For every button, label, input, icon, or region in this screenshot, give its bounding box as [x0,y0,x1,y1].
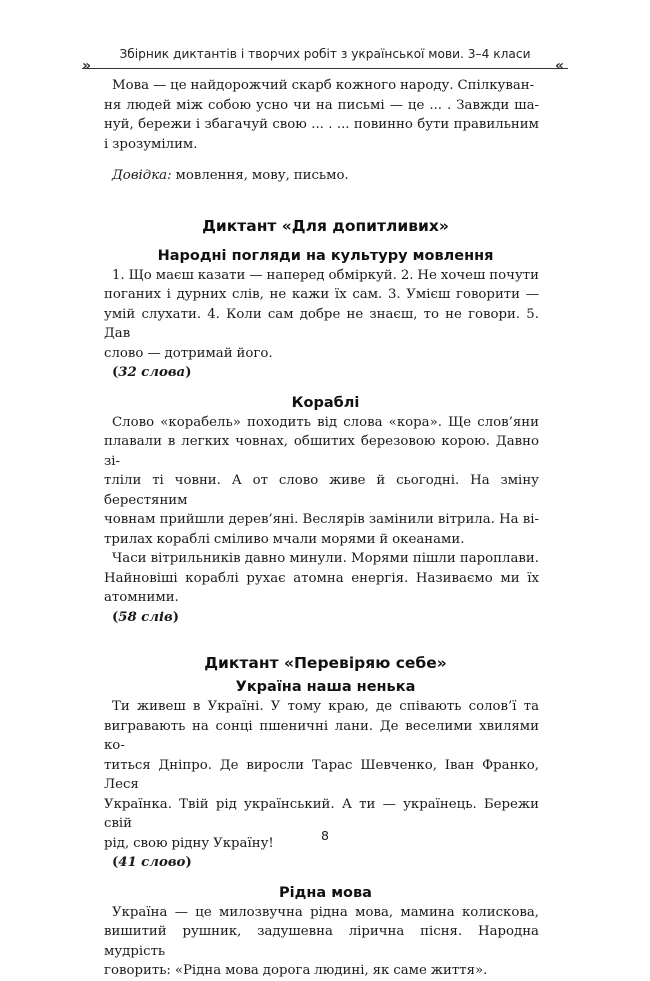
text-line: човнам прийшли дерев’яні. Веслярів замінили вітрила. На ві- [104,512,539,527]
section-title: Диктант «Перевіряю себе» [204,654,447,672]
dictation-text [104,903,539,981]
word-count: (32 слова) [112,365,192,380]
text-line: вигравають на сонці пшеничні лани. Де веселими хвилями ко- [104,718,539,753]
text-line: говорить: «Рідна мова дорога людині, як саме життя». [104,963,488,978]
header-left-ornament: » [82,58,92,74]
dictation-title: Україна наша ненька [235,679,416,695]
section-dlya-dopytlyvykh [104,216,539,628]
word-count: (58 слів) [112,609,180,625]
dictation-text [104,266,539,383]
header-rule [82,68,568,69]
text-line: Слово «корабель» походить від слова «кора». Ще слов’яни [112,414,539,430]
text-line: Часи вітрильників давно минули. Морями пішли пароплави. [112,551,539,566]
intro-line: нуй, бережи і збагачуй свою ... . ... повинно бути правильним [104,117,539,132]
text-line: плавали в легких човнах, обшитих березовою корою. Давно зі- [104,434,539,469]
text-line: вишитий рушник, задушевна лірична пісня. Народна мудрість [104,924,539,959]
dictation-text [104,413,539,628]
hint-text: мовлення, мову, письмо. [171,168,349,183]
page-body [104,76,539,981]
header-right-ornament: « [555,58,565,74]
running-header-title: Збірник диктантів і творчих робіт з української мови. 3–4 класи [119,47,531,61]
text-line: трилах кораблі сміливо мчали морями й океанами. [104,531,465,547]
text-line: поганих і дурних слів, не кажи їх сам. 3. Умієш говорити — [104,287,539,302]
text-line: Ти живеш в Україні. У тому краю, де співають солов’ї та [112,699,539,714]
intro-line: і зрозумілим. [104,136,198,152]
word-count: (41 слово) [112,855,192,870]
text-line: 1. Що маєш казати — наперед обміркуй. 2. Не хочеш почути [112,267,539,283]
text-line: умій слухати. 4. Коли сам добре не знаєш, то не говори. 5. Дав [104,306,539,341]
dictation-title: Кораблі [291,394,360,411]
dictation-text [104,697,539,873]
text-line: Українка. Твій рід український. А ти — українець. Бережи свій [104,796,539,831]
text-line: тліли ті човни. А от слово живе й сьогодні. На зміну берестяним [104,473,539,508]
dictation-title: Рідна мова [279,884,372,901]
dictation-title: Народні погляди на культуру мовлення [157,247,494,264]
text-line: Україна — це милозвучна рідна мова, мамина колискова, [112,904,539,920]
intro-line: ня людей між собою усно чи на письмі — це ... . Завжди ша- [104,97,539,113]
text-line: рід, свою рідну Україну! [104,835,274,851]
text-line: слово — дотримай його. [104,345,273,361]
text-line: Найновіші кораблі рухає атомна енергія. Називаємо ми їх [104,570,539,586]
hint-label: Довідка: [112,168,172,183]
text-line: титься Дніпро. Де виросли Тарас Шевченко, Іван Франко, Леся [104,757,539,792]
section-title: Диктант «Для допитливих» [202,216,449,235]
section-pereviryayu-sebe [104,653,539,981]
text-line: атомними. [104,590,179,605]
intro-exercise [104,76,539,186]
page-number: 8 [321,828,329,843]
intro-line: Мова — це найдорожчий скарб кожного народу. Спілкуван- [112,78,535,93]
hint-line [112,166,539,186]
